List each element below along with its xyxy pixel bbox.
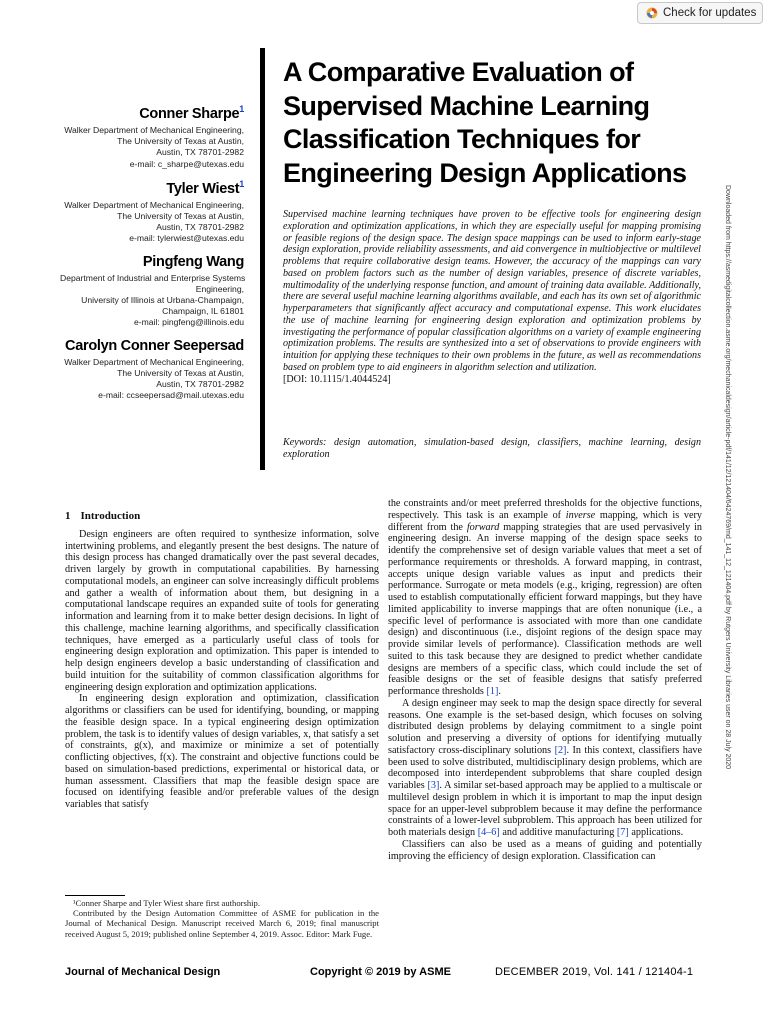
- author-name: [60, 338, 244, 354]
- author-block: [60, 338, 244, 402]
- author-name-text: Pingfeng Wang: [142, 253, 244, 270]
- text-run: applications.: [628, 827, 684, 838]
- author-name: [60, 254, 244, 270]
- title-line: Classification Techniques for: [283, 124, 641, 154]
- emphasized-text: forward: [466, 521, 500, 533]
- author-name-text: Conner Sharpe: [139, 106, 240, 122]
- author-affiliation: Walker Department of Mechanical Engineering,: [64, 199, 244, 210]
- title-rule: [260, 48, 265, 470]
- footnote-rule: [65, 895, 125, 896]
- check-for-updates-label: Check for updates: [663, 7, 757, 19]
- author-affiliation: Champaign, IL 61801: [162, 306, 244, 317]
- footer-issue: DECEMBER 2019, Vol. 141 / 121404-1: [495, 966, 694, 978]
- left-column: [65, 511, 379, 811]
- footer-copyright: Copyright © 2019 by ASME: [310, 966, 451, 978]
- text-run: .: [498, 686, 501, 697]
- section-title: Introduction: [80, 510, 141, 522]
- emphasized-text: inverse: [565, 509, 596, 521]
- title-line: A Comparative Evaluation of: [283, 57, 634, 87]
- footnotes: [65, 898, 379, 939]
- citation-link[interactable]: [1]: [486, 686, 499, 697]
- text-run: and additive manufacturing: [499, 827, 617, 838]
- author-affiliation: Walker Department of Mechanical Engineering,: [64, 356, 244, 367]
- text-run: mapping strategies that are used pervasively in engineering design. An inverse mapping of the design space seeks to identify the comprehensive set of design variable values that meet a set of performance requirements or thresholds. A forward mapping, in contrast, accepts unique design variable values as input and predicts their performance. Surrogate or meta models (e.g., kriging, regression) are often used to establish computationally efficient forward mappings, but they have limited applicability to inverse mappings that are often nonunique (i.e., a specific level of performance is associated with more than one candidate design) and discontinuous (i.e., disjoint regions of the design space may provide similar levels of performance). Classification methods are well suited to this task because they are designed to predict whether candidate designs are members of a specific class, which could include the set of feasible designs or the set of feasible designs that satisfy preferred performance thresholds: [388, 521, 702, 697]
- author-affiliation: Walker Department of Mechanical Engineering,: [64, 125, 244, 135]
- author-email: e-mail: c_sharpe@utexas.edu: [129, 158, 244, 169]
- author-affiliation: Engineering,: [195, 283, 244, 294]
- text-run: the constraints and/or meet preferred thresholds for the objective functions, respectively. This task is an example of: [388, 498, 702, 521]
- author-affiliation: Austin, TX 78701-2982: [156, 147, 244, 158]
- author-affiliation: Austin, TX 78701-2982: [156, 379, 244, 390]
- author-affiliation: Department of Industrial and Enterprise Systems: [60, 272, 246, 283]
- author-name-text: Carolyn Conner Seepersad: [65, 337, 244, 354]
- author-email: e-mail: pingfeng@illinois.edu: [134, 317, 244, 328]
- author-block: [60, 104, 244, 170]
- abstract-text: Supervised machine learning techniques have proven to be effective tools for engineering design exploration and optimization applications, in which they are especially useful for mapping promising or feasible regions of the design space. The design space mappings can be used to inform early-stage design exploration, provide reliability assessments, and aid convergence in multiobjective or multilevel problems that require collaborative design teams. However, the accuracy of the mappings can vary based on problem factors such as the number of design variables, presence of discrete variables, multimodality of the underlying response function, and amount of training data available. Additionally, there are several useful machine learning algorithms available, and each has its own set of algorithmic hyperparameters that significantly affect accuracy and computational expense. This work elucidates the use of machine learning for engineering design exploration and optimization problems by investigating the performance of popular classification algorithms on a variety of example engineering optimization problems. The results are synthesized into a set of observations to provide engineers with intuition for applying these techniques to their own problems in the future, as well as recommendations based on problem type to aid engineers in algorithm selection and utilization.: [283, 209, 701, 373]
- author-email: e-mail: tylerwiest@utexas.edu: [129, 233, 244, 244]
- body-paragraph: Design engineers are often required to synthesize information, solve intertwining problems, and elegantly present the best designs. The nature of this design process has changed dramatically over the past several decades, driven largely by growth in computational capabilities. By harnessing computational models, an engineer can solve increasingly difficult problems and gather a wealth of information about them, but designing in a computational landscape requires an expanded suite of tools for generating information and learning from it to make better design decisions. In light of this challenge, machine learning algorithms, and specifically classification techniques, have emerged as a particularly useful class of tools for engineering design exploration and optimization. This paper is intended to help design engineers develop a basic understanding of classification and build intuition for the suitability of common classification algorithms for engineering design exploration and optimization applications.: [65, 528, 379, 693]
- author-affiliation: The University of Texas at Austin,: [117, 136, 244, 147]
- text-run: Classifiers can also be used as a means of guiding and potentially improving the efficiency of design exploration. Classification can: [388, 838, 702, 862]
- paper-title: [283, 56, 753, 190]
- author-name: [60, 104, 244, 122]
- author-name: [60, 179, 244, 197]
- author-name-text: Tyler Wiest: [166, 180, 240, 197]
- section-heading: [65, 511, 379, 523]
- author-affiliation: Austin, TX 78701-2982: [156, 222, 244, 233]
- title-line: Engineering Design Applications: [283, 157, 687, 188]
- text-run: A design engineer may seek to map the design space directly for several reasons. One example is the set-based design, which focuses on solving distributed design problems by delaying commitment to a single point solution and preserving a diversity of options for identifying mutually satisfactory cross-disciplinary solutions: [388, 697, 702, 756]
- body-paragraph: [388, 498, 702, 698]
- doi-link[interactable]: [DOI: 10.1115/1.4044524]: [283, 373, 391, 385]
- section-number: 1: [65, 510, 71, 522]
- footnote-contribution: Contributed by the Design Automation Committee of ASME for publication in the Journal of Mechanical Design. Manuscript received March 6, 2019; final manuscript received August 5, 2019; published online September 4, 2019. Assoc. Editor: Mark Fuge.: [65, 908, 379, 939]
- text-run: . A similar set-based approach may be applied to a multiscale or multilevel design problem in which it is important to map the input design space for an upper-level subproblem because it may define the performance constraints of a lower-level subproblem. This approach has been utilized for both materials design: [388, 780, 702, 838]
- download-notice: Downloaded from https://asmedigitalcollection.asme.org/mechanicaldesign/article-pdf/141/12/121404/6424769/md_141_12_121404.pdf by Rutgers University Libraries user on 28 July 2020: [724, 185, 731, 770]
- right-column: [388, 498, 702, 862]
- author-affiliation: The University of Texas at Austin,: [117, 211, 244, 222]
- citation-link[interactable]: [2]: [554, 744, 567, 756]
- body-paragraph: [388, 698, 702, 839]
- citation-link[interactable]: [4–6]: [477, 827, 500, 838]
- body-paragraph: In engineering design exploration and optimization, classification algorithms or classifiers can be used for identifying, bounding, or mapping the feasible design space. In a typical engineering design optimization problem, the task is to identify values of design variables, x, that satisfy a set of constraints, g(x), and maximize or minimize a set of potentially conflicting objectives, f(x). The constraint and objective functions could be based on simulation-based predictions, experimental or historical data, or human assessment. Classifiers that map the feasible design space are focused on identifying feasible and/or preferable values of the design variables that satisfy: [65, 693, 379, 810]
- author-block: [60, 179, 244, 245]
- text-run: . In this context, classifiers have been used to solve distributed, multidisciplinary design problems, which are decomposed into interdependent subproblems that share coupled design variables: [388, 744, 702, 791]
- keywords: Keywords: design automation, simulation-based design, classifiers, machine learning, design exploration: [283, 437, 701, 460]
- author-footnote-marker[interactable]: 1: [239, 178, 244, 189]
- footnote-authorship: ¹Conner Sharpe and Tyler Wiest share first authorship.: [73, 898, 260, 908]
- title-line: Supervised Machine Learning: [283, 90, 650, 121]
- author-list: [60, 104, 244, 410]
- citation-link[interactable]: [7]: [616, 827, 629, 838]
- author-email: e-mail: ccseepersad@mail.utexas.edu: [98, 390, 244, 401]
- text-run: mapping, which is very different from the: [388, 509, 702, 533]
- check-for-updates-button[interactable]: [637, 2, 763, 24]
- footer-journal: Journal of Mechanical Design: [65, 966, 221, 978]
- update-badge-icon: [646, 7, 658, 19]
- abstract: [283, 209, 701, 385]
- citation-link[interactable]: [3]: [427, 780, 440, 791]
- author-affiliation: The University of Texas at Austin,: [117, 367, 244, 378]
- author-affiliation: University of Illinois at Urbana-Champaign,: [81, 295, 244, 306]
- author-block: [60, 254, 244, 329]
- author-footnote-marker[interactable]: 1: [239, 104, 244, 114]
- body-paragraph: [388, 839, 702, 863]
